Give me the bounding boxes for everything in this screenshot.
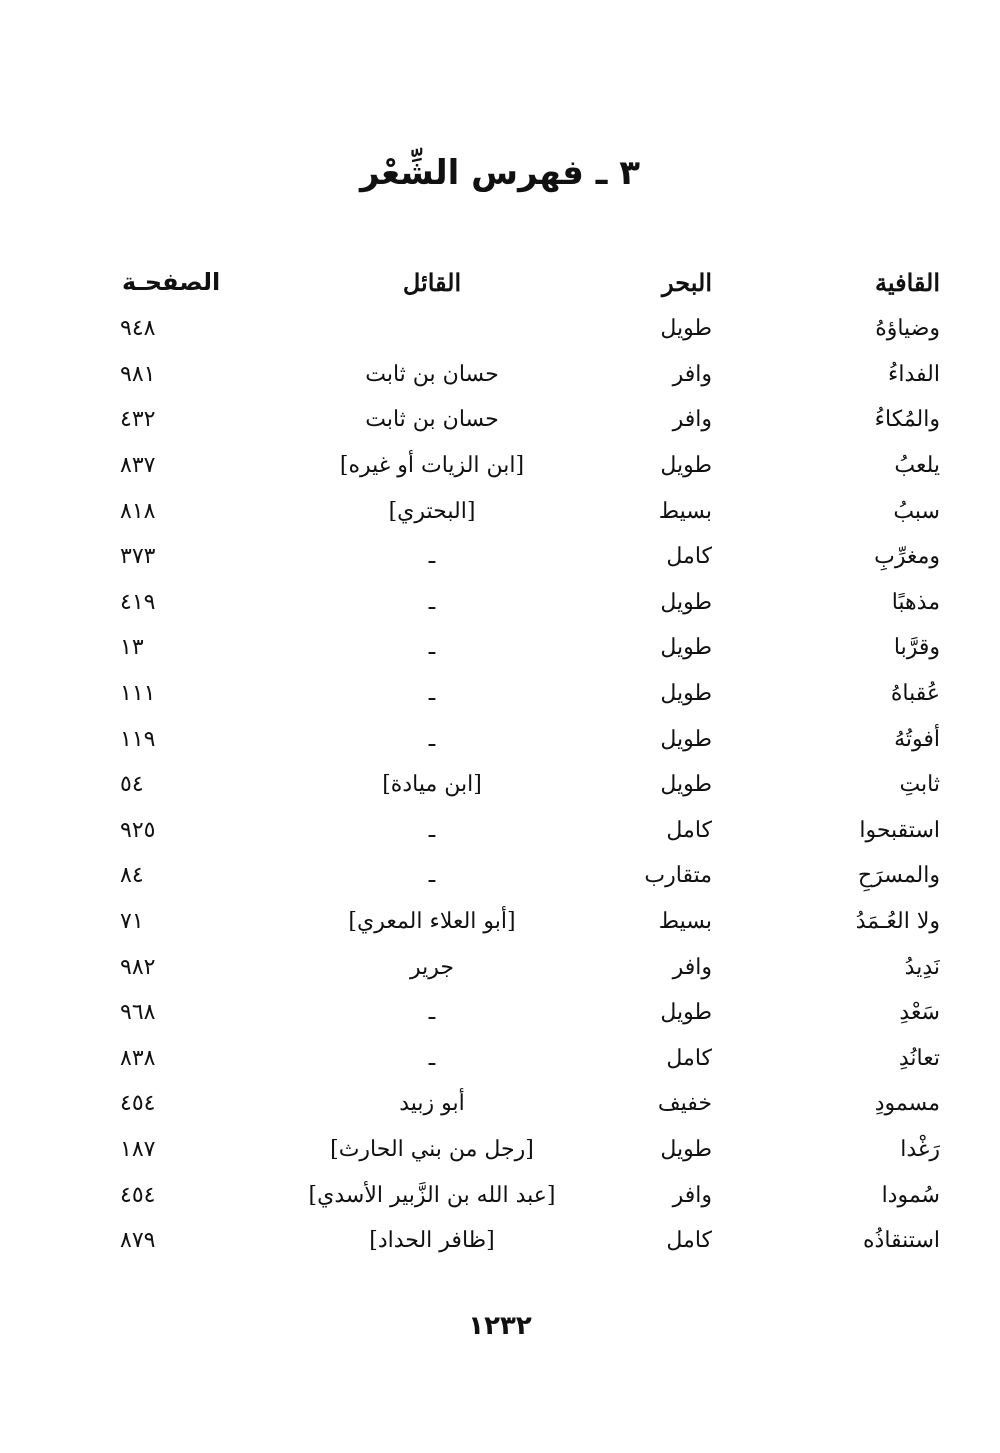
page-cell: ١١١ bbox=[120, 681, 156, 707]
page-cell: ٨٣٨ bbox=[120, 1045, 156, 1071]
table-row bbox=[100, 762, 940, 808]
poet-cell: ـ bbox=[428, 1000, 436, 1026]
meter-cell: طويل bbox=[660, 681, 712, 707]
page-cell: ٩٨٢ bbox=[120, 954, 156, 980]
table-row bbox=[100, 990, 940, 1036]
rhyme-cell: استنقاذُه bbox=[863, 1228, 940, 1254]
poet-cell: [عبد الله بن الزَّبير الأسدي] bbox=[308, 1182, 556, 1208]
page-cell: ٩٦٨ bbox=[120, 1000, 156, 1026]
meter-cell: كامل bbox=[666, 817, 712, 843]
table-row bbox=[100, 1218, 940, 1264]
rhyme-cell: عُقباهُ bbox=[890, 681, 940, 707]
meter-cell: كامل bbox=[666, 544, 712, 570]
table-row bbox=[100, 808, 940, 854]
table-row bbox=[100, 443, 940, 489]
rhyme-cell: والمُكاءُ bbox=[874, 407, 940, 433]
page-cell: ٨٧٩ bbox=[120, 1228, 156, 1254]
column-header-meter: البحر bbox=[662, 267, 712, 297]
meter-cell: وافر bbox=[672, 407, 712, 433]
page-cell: ١١٩ bbox=[120, 726, 156, 752]
meter-cell: طويل bbox=[660, 726, 712, 752]
table-header-row bbox=[100, 258, 940, 306]
poet-cell: أبو زبيد bbox=[399, 1091, 465, 1117]
rhyme-cell: مذهبًا bbox=[891, 589, 940, 615]
table-row bbox=[100, 397, 940, 443]
rhyme-cell: والمسرَحِ bbox=[857, 863, 940, 889]
column-header-rhyme: القافية bbox=[874, 267, 940, 297]
poet-cell: ـ bbox=[428, 1045, 436, 1071]
poet-cell: [أبو العلاء المعري] bbox=[348, 909, 516, 935]
rhyme-cell: سببُ bbox=[893, 498, 940, 524]
meter-cell: خفيف bbox=[657, 1091, 712, 1117]
page-number: ١٢٣٢ bbox=[468, 1311, 532, 1341]
table-row bbox=[100, 671, 940, 717]
poet-cell: [ظافر الحداد] bbox=[369, 1228, 495, 1254]
poet-cell: ـ bbox=[428, 681, 436, 707]
column-header-poet: القائل bbox=[402, 267, 462, 297]
rhyme-cell: ثابتِ bbox=[899, 772, 940, 798]
table-body bbox=[100, 306, 940, 1263]
meter-cell: طويل bbox=[660, 1000, 712, 1026]
poet-cell bbox=[272, 306, 592, 352]
page-cell: ٩٨١ bbox=[120, 361, 156, 387]
poet-cell: ـ bbox=[428, 544, 436, 570]
table-row bbox=[100, 625, 940, 671]
column-header-page: الصفحـة bbox=[122, 268, 221, 296]
rhyme-cell: نَدِيدُ bbox=[904, 954, 940, 980]
rhyme-cell: تعانُدِ bbox=[898, 1045, 940, 1071]
rhyme-cell: ومغرِّبِ bbox=[874, 544, 940, 570]
poet-cell: ـ bbox=[428, 726, 436, 752]
rhyme-cell: رَغْدا bbox=[900, 1136, 940, 1162]
meter-cell: وافر bbox=[672, 361, 712, 387]
meter-cell: طويل bbox=[660, 589, 712, 615]
meter-cell: كامل bbox=[666, 1045, 712, 1071]
rhyme-cell: سَعْدِ bbox=[899, 1000, 940, 1026]
table-row bbox=[100, 352, 940, 398]
table-row bbox=[100, 306, 940, 352]
table-row bbox=[100, 716, 940, 762]
rhyme-cell: ولا العُـمَدُ bbox=[855, 909, 940, 935]
poet-cell: [رجل من بني الحارث] bbox=[330, 1136, 534, 1162]
poet-cell: حسان بن ثابت bbox=[365, 407, 499, 433]
meter-cell: طويل bbox=[660, 1136, 712, 1162]
poet-cell: ـ bbox=[428, 589, 436, 615]
rhyme-cell: الفداءُ bbox=[888, 361, 940, 387]
page-title: ٣ ـ فهرس الشِّعْر bbox=[359, 153, 641, 193]
meter-cell: طويل bbox=[660, 772, 712, 798]
meter-cell: بسيط bbox=[658, 498, 712, 524]
poet-cell: [البحتري] bbox=[388, 498, 476, 524]
page-cell: ٨١٨ bbox=[120, 498, 156, 524]
page-cell: ٣٧٣ bbox=[120, 544, 156, 570]
rhyme-cell: وقرَّبا bbox=[893, 635, 940, 661]
page-cell: ١٨٧ bbox=[120, 1136, 156, 1162]
table-row bbox=[100, 1172, 940, 1218]
table-row bbox=[100, 488, 940, 534]
page-cell: ٩٢٥ bbox=[120, 817, 156, 843]
page-cell: ١٣ bbox=[120, 635, 144, 661]
table-row bbox=[100, 853, 940, 899]
meter-cell: طويل bbox=[660, 316, 712, 342]
table-row bbox=[100, 1081, 940, 1127]
page-cell: ٩٤٨ bbox=[120, 316, 156, 342]
table-row bbox=[100, 580, 940, 626]
table-row bbox=[100, 534, 940, 580]
page-cell: ٤١٩ bbox=[120, 589, 156, 615]
rhyme-cell: وضياؤهُ bbox=[875, 316, 940, 342]
rhyme-cell: أفوتُهُ bbox=[894, 726, 940, 752]
meter-cell: وافر bbox=[672, 954, 712, 980]
meter-cell: متقارب bbox=[644, 863, 712, 889]
page-cell: ٥٤ bbox=[120, 772, 144, 798]
rhyme-cell: يلعبُ bbox=[894, 453, 940, 479]
page-cell: ٤٣٢ bbox=[120, 407, 156, 433]
table-row bbox=[100, 1036, 940, 1082]
meter-cell: وافر bbox=[672, 1182, 712, 1208]
page-cell: ٤٥٤ bbox=[120, 1091, 156, 1117]
rhyme-cell: مسمودِ bbox=[874, 1091, 940, 1117]
meter-cell: طويل bbox=[660, 453, 712, 479]
meter-cell: كامل bbox=[666, 1228, 712, 1254]
page-cell: ٤٥٤ bbox=[120, 1182, 156, 1208]
rhyme-cell: استقبحوا bbox=[859, 817, 940, 843]
poetry-index-table bbox=[100, 258, 940, 1263]
poet-cell: حسان بن ثابت bbox=[365, 361, 499, 387]
poet-cell: ـ bbox=[428, 817, 436, 843]
page-cell: ٧١ bbox=[120, 909, 144, 935]
poet-cell: [ابن الزيات أو غيره] bbox=[339, 453, 525, 479]
rhyme-cell: سُمودا bbox=[881, 1182, 940, 1208]
poet-cell: جرير bbox=[410, 954, 454, 980]
poet-cell: [ابن ميادة] bbox=[382, 772, 482, 798]
table-row bbox=[100, 899, 940, 945]
meter-cell: طويل bbox=[660, 635, 712, 661]
table-row bbox=[100, 1127, 940, 1173]
table-row bbox=[100, 944, 940, 990]
page-cell: ٨٣٧ bbox=[120, 453, 156, 479]
poet-cell: ـ bbox=[428, 863, 436, 889]
poet-cell: ـ bbox=[428, 635, 436, 661]
meter-cell: بسيط bbox=[658, 909, 712, 935]
page-cell: ٨٤ bbox=[120, 863, 144, 889]
